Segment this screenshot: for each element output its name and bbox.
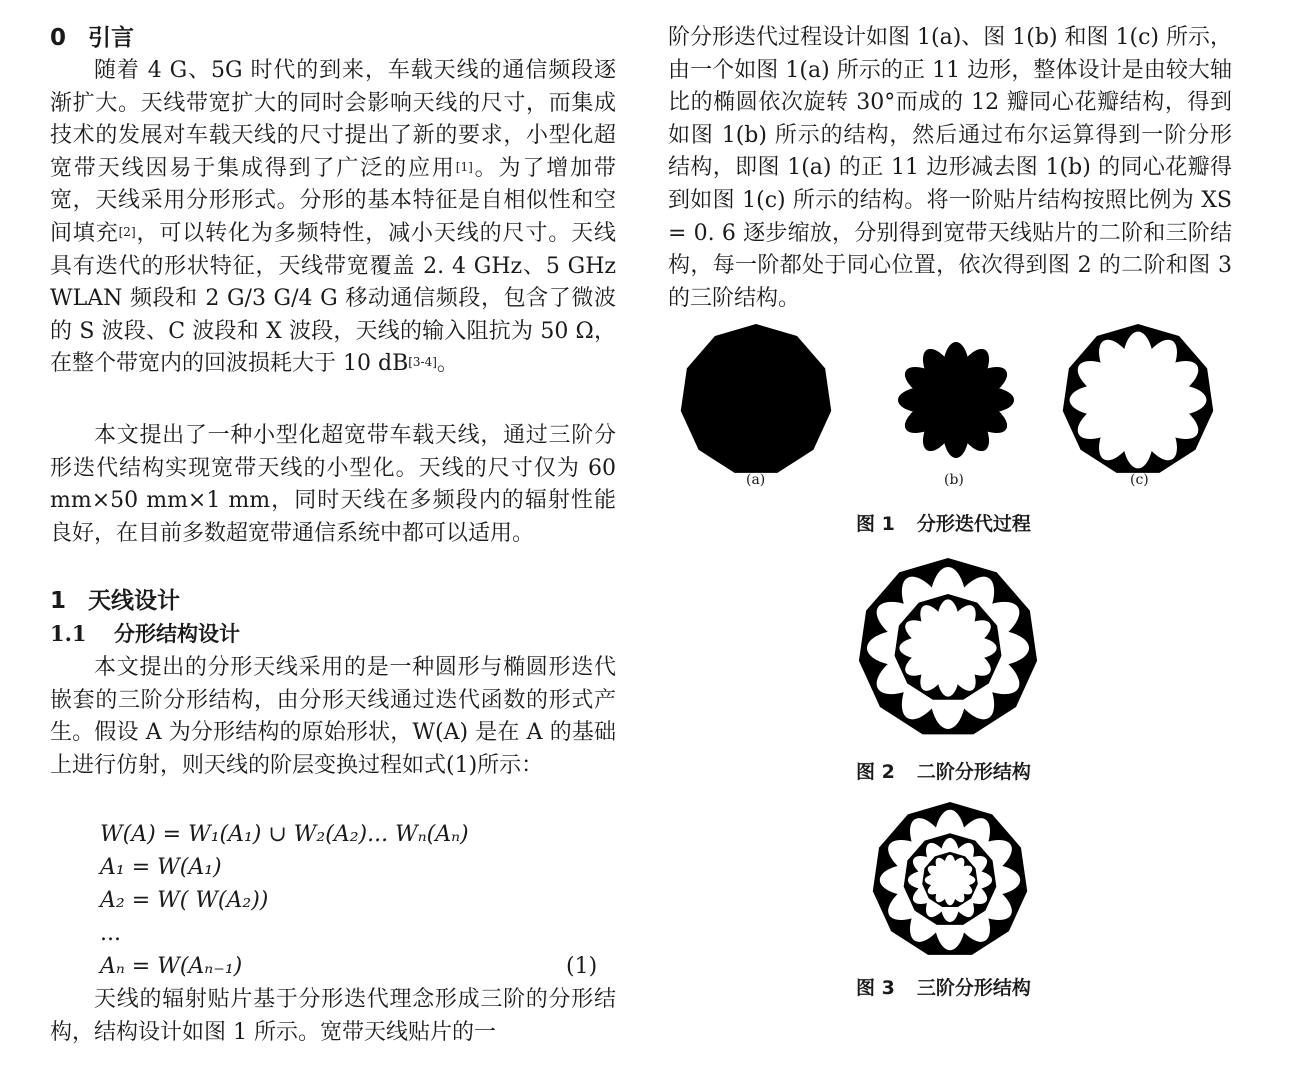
section-1-heading (50, 585, 180, 617)
equation-ellipsis: ... (100, 921, 121, 946)
subsection-number: 1.1 (50, 621, 87, 646)
intro-paragraph-2: 本文提出了一种小型化超宽带车载天线，通过三阶分形迭代结构实现宽带天线的小型化。天线的尺寸仅为 60 mm×50 mm×1 mm，同时天线在多频段内的辐射性能良好，在目前多数超宽带通信系统中都可以适用。 (50, 423, 616, 546)
flower-12-core (936, 380, 975, 419)
figure-1c-label: (c) (1130, 472, 1149, 488)
equation-number: (1) (566, 954, 598, 979)
intro-paragraph-1 (50, 55, 616, 381)
subsection-1-1-heading (50, 618, 240, 650)
figure-number: 图 2 (856, 761, 895, 783)
subsection-title: 分形结构设计 (114, 621, 240, 646)
text-run: 随着 4 G、5G 时代的到来，车载天线的通信频段逐渐扩大。天线带宽扩大的同时会影响天线的尺寸，而集成技术的发展对车载天线的尺寸提出了新的要求，小型化超宽带天线因易于集成得到了广泛的应用 (50, 58, 616, 181)
design-paragraph: 本文提出的分形天线采用的是一种圆形与椭圆形迭代嵌套的三阶分形结构，由分形天线通过迭代函数的形式产生。假设 A 为分形结构的原始形状，W(A) 是在 A 的基础上进行仿射，则天线的阶层变换过程如式(1)所示： (50, 655, 616, 778)
figure-title: 二阶分形结构 (916, 761, 1031, 783)
figure-1a-label: (a) (746, 472, 766, 488)
figure-3 (870, 800, 1030, 960)
citation-ref: [3-4] (408, 355, 437, 370)
text-run: ，可以转化为多频特性，减小天线的尺寸。天线具有迭代的形状特征，天线带宽覆盖 2. 4 GHz、5 GHz WLAN 频段和 2 G/3 G/4 G 移动通信频段，包含了微波的 S 波段、C 波段和 X 波段，天线的输入阻抗为 50 Ω，在整个带宽内的回波损耗大于 10 dB (50, 220, 616, 377)
equation-line-5: Aₙ = W(Aₙ₋₁) (100, 954, 243, 979)
section-number: 1 (50, 588, 67, 614)
section-0-heading (50, 22, 134, 54)
citation-ref: [2] (118, 224, 136, 239)
figure-3-caption (856, 973, 1031, 1000)
figure-1b-petals (898, 342, 1014, 458)
figure-1 (676, 322, 1236, 492)
section-title: 引言 (88, 25, 134, 51)
figure-1c-polygon-minus-petals (1063, 324, 1213, 473)
figure-2 (856, 556, 1040, 740)
patch-paragraph: 天线的辐射贴片基于分形迭代理念形成三阶的分形结构，结构设计如图 1 所示。宽带天线贴片的一 (50, 987, 616, 1045)
polygon-11 (681, 324, 831, 473)
figure-title: 三阶分形结构 (916, 977, 1031, 999)
figure-number: 图 1 (856, 513, 895, 535)
figure-title: 分形迭代过程 (916, 513, 1031, 535)
equation-line-3: A₂ = W( W(A₂)) (100, 888, 269, 913)
figure-number: 图 3 (856, 977, 895, 999)
order-2-flower-core (931, 631, 964, 664)
figure-2-second-order (859, 558, 1037, 734)
citation-ref: [1] (455, 159, 473, 174)
figure-3-third-order (873, 802, 1027, 955)
order-1-flower-core (1115, 377, 1162, 424)
iteration-paragraph: 阶分形迭代过程设计如图 1(a)、图 1(b) 和图 1(c) 所示，由一个如图 1(a) 所示的正 11 边形，整体设计是由较大轴比的椭圆依次旋转 30°而成的 12 瓣同心花瓣结构，得到如图 1(b) 所示的结构，然后通过布尔运算得到一阶分形结构，即图 1(a) 的正 11 边形减去图 1(b) 的同心花瓣得到如图 1(c) 所示的结构。将一阶贴片结构按照比例为 XS = 0. 6 逐步缩放，分别得到宽带天线贴片的二阶和三阶结构，每一阶都处于同心位置，依次得到图 2 的二阶和图 3 的三阶结构。 (668, 25, 1232, 311)
figure-1a-polygon (681, 324, 831, 473)
order-3-flower-core (941, 871, 958, 888)
figure-2-caption (856, 757, 1031, 784)
text-run: 。为了增加带宽，天线采用分形形式。分形的基本特征是自相似性和空间填充 (50, 155, 616, 246)
equation-line-2: A₁ = W(A₁) (100, 855, 222, 880)
figure-1b-label: (b) (944, 472, 964, 488)
section-title: 天线设计 (88, 588, 180, 614)
text-run: 。 (436, 351, 459, 377)
equation-line-1: W(A) = W₁(A₁) ∪ W₂(A₂)... Wₙ(Aₙ) (100, 822, 469, 847)
section-number: 0 (50, 25, 67, 51)
figure-1-caption (856, 509, 1031, 536)
